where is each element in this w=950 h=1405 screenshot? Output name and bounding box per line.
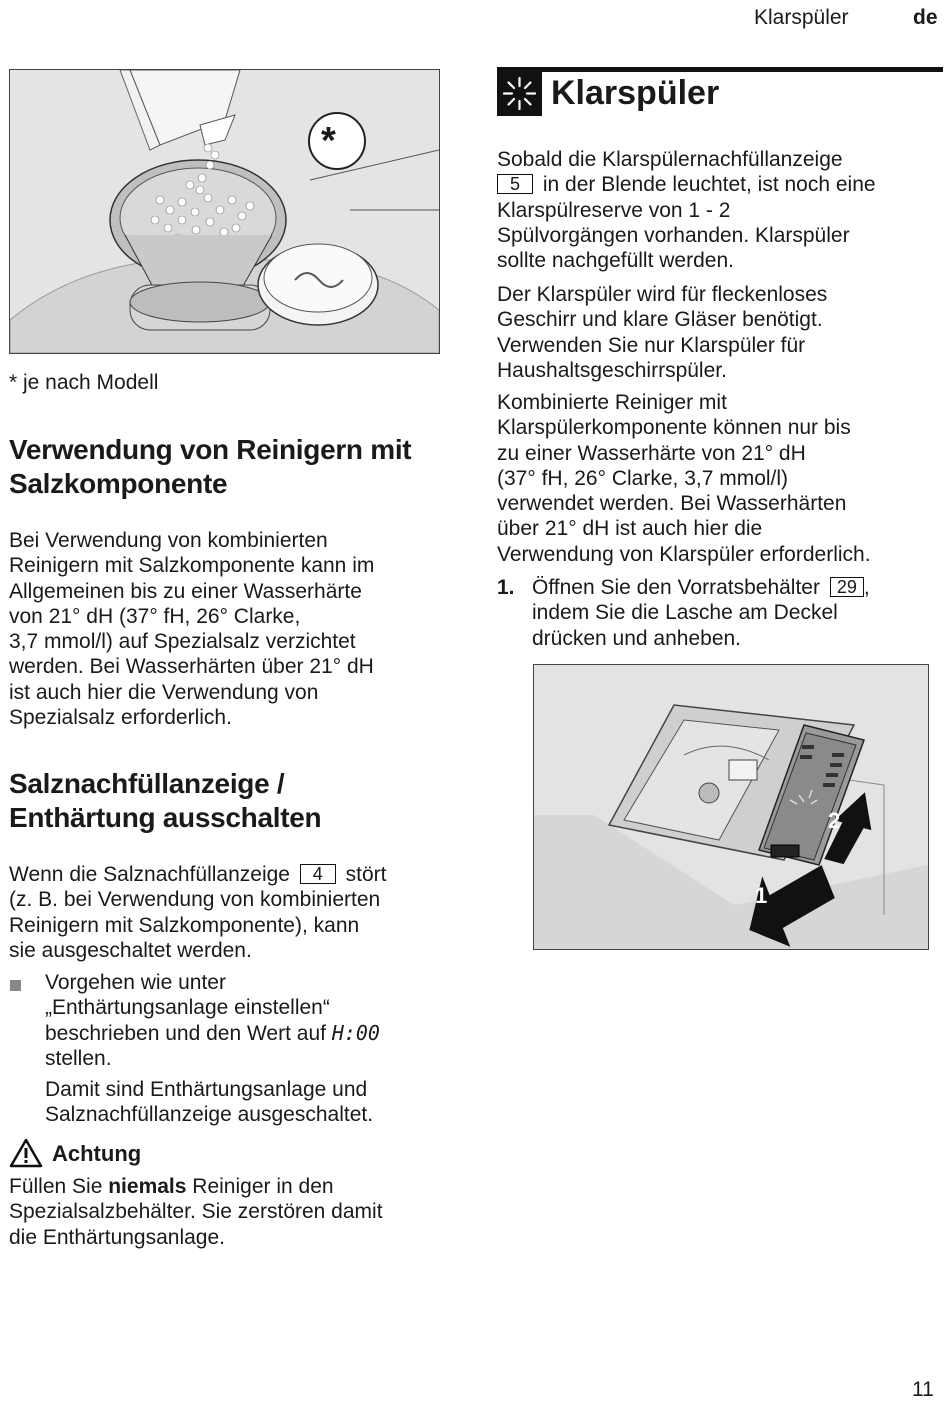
text-line: zu einer Wasserhärte von 21° dH xyxy=(497,441,806,465)
step-arrow-label-2: 2 xyxy=(828,808,841,833)
heading-line: Salznachfüllanzeige / xyxy=(9,768,285,799)
section-title: Klarspüler xyxy=(551,74,720,112)
warning-title: Achtung xyxy=(52,1141,142,1166)
text-line: „Enthärtungsanlage einstellen“ xyxy=(45,996,330,1020)
text-line: (37° fH, 26° Clarke, 3,7 mmol/l) xyxy=(497,466,789,490)
text-line: Reinigern mit Salzkomponente kann im xyxy=(9,554,375,578)
text-line xyxy=(9,1174,479,1199)
text-line xyxy=(532,575,944,600)
text-line: Klarspülreserve von 1 - 2 xyxy=(497,198,731,222)
text-line: stellen. xyxy=(45,1046,112,1070)
paragraph-kombinierte-klarspueler xyxy=(497,390,943,567)
text-span: Wenn die Salznachfüllanzeige xyxy=(9,863,290,886)
text-line xyxy=(45,1021,475,1046)
result-text xyxy=(45,1077,475,1128)
text-line: Damit sind Enthärtungsanlage und xyxy=(45,1078,368,1101)
salt-funnel-figure xyxy=(9,69,440,354)
step-arrow-label-1: 1 xyxy=(755,883,768,908)
indicator-number-box: 5 xyxy=(497,174,533,194)
section-rule xyxy=(497,67,943,72)
text-line: Haushaltsgeschirrspüler. xyxy=(497,358,727,382)
page-number: 11 xyxy=(912,1378,934,1401)
text-line: Spülvorgängen vorhanden. Klarspüler xyxy=(497,223,850,247)
text-line: Salznachfüllanzeige ausgeschaltet. xyxy=(45,1103,374,1127)
text-line: Allgemeinen bis zu einer Wasserhärte xyxy=(9,579,362,603)
rinse-aid-icon xyxy=(497,71,542,121)
text-span: Reiniger in den xyxy=(192,1175,334,1198)
indicator-number-box: 4 xyxy=(300,864,336,884)
salt-funnel-illustration xyxy=(10,70,439,353)
text-line: werden. Bei Wasserhärten über 21° dH xyxy=(9,655,374,679)
warning-icon xyxy=(9,1138,43,1173)
text-line: sie ausgeschaltet werden. xyxy=(9,938,252,962)
text-line: Der Klarspüler wird für fleckenloses xyxy=(497,283,828,306)
text-span: in der Blende leuchtet, ist noch eine xyxy=(542,173,876,197)
text-span: Öffnen Sie den Vorratsbehälter xyxy=(532,576,820,599)
text-line: Reinigern mit Salzkomponente), kann xyxy=(9,913,360,937)
paragraph-nachfuellanzeige xyxy=(497,147,943,273)
text-span: beschrieben und den Wert auf xyxy=(45,1021,326,1045)
rinse-aid-dispenser-figure xyxy=(533,664,929,950)
paragraph-salznachfuellanzeige xyxy=(9,862,479,963)
text-line: Sobald die Klarspülernachfüllanzeige xyxy=(497,148,843,171)
heading-reiniger-salzkomponente xyxy=(9,433,479,501)
text-line xyxy=(9,862,479,887)
bullet-instruction xyxy=(45,970,475,1071)
warning-text xyxy=(9,1174,479,1250)
text-line: sollte nachgefüllt werden. xyxy=(497,249,734,273)
header-section-title: Klarspüler xyxy=(754,6,849,29)
text-span: , xyxy=(863,576,870,599)
optional-part-star: * xyxy=(321,120,336,162)
text-line: Kombinierte Reiniger mit xyxy=(497,391,727,414)
text-line: die Enthärtungsanlage. xyxy=(9,1225,225,1249)
text-line: 3,7 mmol/l) auf Spezialsalz verzichtet xyxy=(9,630,356,654)
text-line: Verwendung von Klarspüler erforderlich. xyxy=(497,542,871,566)
text-line xyxy=(497,172,943,197)
heading-line: Enthärtung ausschalten xyxy=(9,802,322,833)
text-line: Spezialsalz erforderlich. xyxy=(9,706,232,730)
heading-salznachfuellanzeige xyxy=(9,767,479,835)
text-line: indem Sie die Lasche am Deckel xyxy=(532,601,838,625)
heading-line: Verwendung von Reinigern mit xyxy=(9,434,412,465)
text-line: verwendet werden. Bei Wasserhärten xyxy=(497,492,847,516)
footnote: * je nach Modell xyxy=(9,371,159,394)
emphasis-text: niemals xyxy=(108,1175,187,1198)
text-line: Vorgehen wie unter xyxy=(45,971,226,994)
text-line: Geschirr und klare Gläser benötigt. xyxy=(497,308,823,332)
text-line: drücken und anheben. xyxy=(532,626,742,650)
text-span: stört xyxy=(345,863,387,886)
dispenser-illustration xyxy=(534,665,928,949)
paragraph-kombinierte-reiniger xyxy=(9,528,479,730)
header-language-code: de xyxy=(913,6,938,29)
text-line: (z. B. bei Verwendung von kombinierten xyxy=(9,888,381,912)
text-line: Verwenden Sie nur Klarspüler für xyxy=(497,333,806,357)
text-line: ist auch hier die Verwendung von xyxy=(9,680,319,704)
container-number-box: 29 xyxy=(830,577,864,597)
text-line: Bei Verwendung von kombinierten xyxy=(9,529,328,552)
step-number: 1. xyxy=(497,576,515,599)
text-line: Spezialsalzbehälter. Sie zerstören damit xyxy=(9,1200,383,1224)
step-instruction xyxy=(532,575,944,651)
heading-line: Salzkomponente xyxy=(9,468,228,499)
text-line: Klarspülerkomponente können nur bis xyxy=(497,416,851,440)
text-line: über 21° dH ist auch hier die xyxy=(497,517,763,541)
bullet-square-icon xyxy=(10,980,21,991)
text-span: Füllen Sie xyxy=(9,1175,103,1198)
text-line: von 21° dH (37° fH, 26° Clarke, xyxy=(9,604,301,628)
paragraph-klarspueler-zweck xyxy=(497,282,943,383)
display-value: H:00 xyxy=(331,1020,380,1045)
